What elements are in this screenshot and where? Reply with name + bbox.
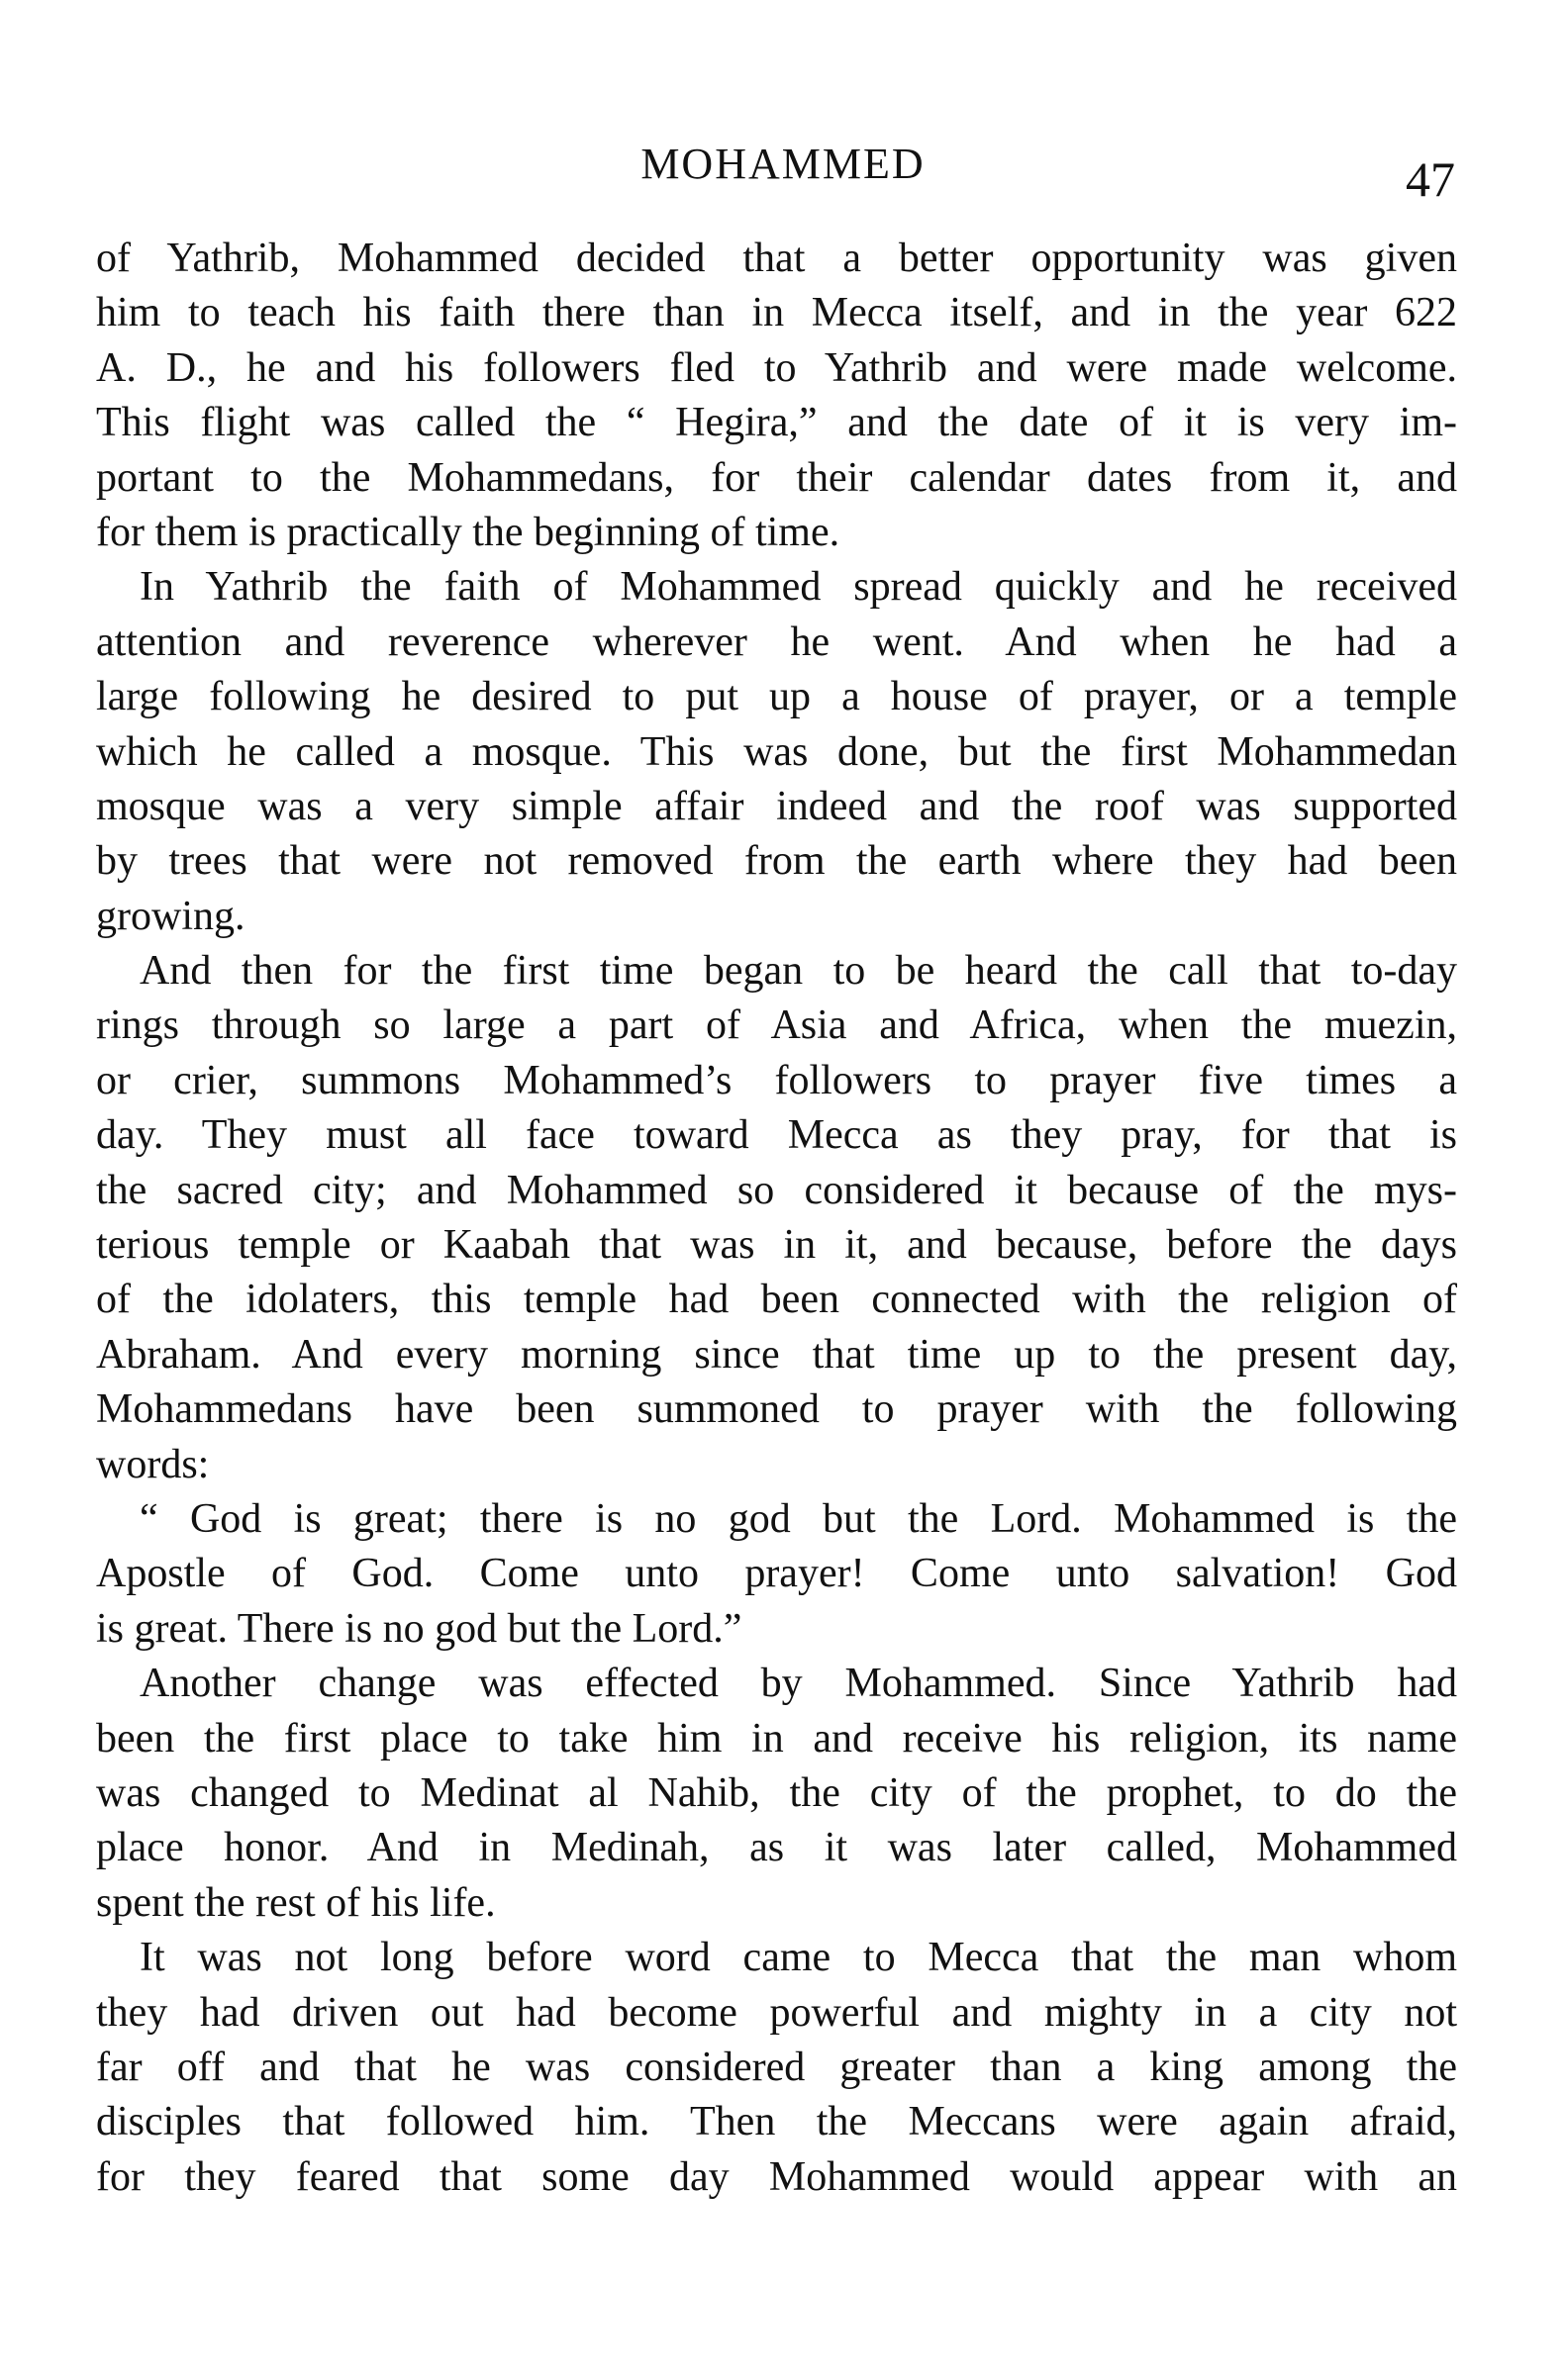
text-line: him to teach his faith there than in Mecca itself, and in the year 622 — [96, 290, 1457, 336]
text-line: terious temple or Kaabah that was in it, and because, before the days — [96, 1222, 1457, 1269]
text-line: for they feared that some day Mohammed would appear with an — [96, 2153, 1457, 2200]
text-line: Another change was effected by Mohammed. Since Yathrib had — [140, 1661, 1457, 1707]
text-line: by trees that were not removed from the earth where they had been — [96, 838, 1457, 885]
text-line: portant to the Mohammedans, for their calendar dates from it, and — [96, 454, 1457, 501]
text-line: is great. There is no god but the Lord.” — [96, 1605, 742, 1652]
text-line: disciples that followed him. Then the Meccans were again afraid, — [96, 2099, 1457, 2145]
text-line: growing. — [96, 893, 245, 939]
text-line: Abraham. And every morning since that time up to the present day, — [96, 1331, 1457, 1378]
text-line: Apostle of God. Come unto prayer! Come unto salvation! God — [96, 1551, 1457, 1597]
text-line: day. They must all face toward Mecca as they pray, for that is — [96, 1112, 1457, 1159]
text-line: of the idolaters, this temple had been connected with the religion of — [96, 1277, 1457, 1323]
text-line: was changed to Medinat al Nahib, the city of the prophet, to do the — [96, 1769, 1457, 1816]
text-line: attention and reverence wherever he went. And when he had a — [96, 619, 1457, 665]
text-line: they had driven out had become powerful and mighty in a city not — [96, 1989, 1457, 2036]
running-head — [0, 139, 1566, 218]
text-line: which he called a mosque. This was done, but the first Mohammedan — [96, 728, 1457, 775]
text-line: words: — [96, 1441, 210, 1487]
text-line: A. D., he and his followers fled to Yathrib and were made welcome. — [96, 344, 1457, 391]
text-line: of Yathrib, Mohammed decided that a better opportunity was given — [96, 236, 1457, 281]
text-line: It was not long before word came to Mecca that the man whom — [140, 1935, 1457, 1981]
text-line: mosque was a very simple affair indeed and the roof was supported — [96, 783, 1457, 829]
running-title: MOHAMMED — [640, 140, 926, 188]
text-line: far off and that he was considered greater than a king among the — [96, 2044, 1457, 2090]
text-line: spent the rest of his life. — [96, 1879, 496, 1926]
text-line: Mohammedans have been summoned to prayer with the following — [96, 1386, 1457, 1433]
text-line: for them is practically the beginning of time. — [96, 509, 840, 555]
text-line: And then for the first time began to be heard the call that to-day — [140, 948, 1457, 995]
text-line: or crier, summons Mohammed’s followers to prayer five times a — [96, 1057, 1457, 1103]
text-line: This flight was called the “ Hegira,” and the date of it is very im- — [96, 400, 1457, 446]
text-line: been the first place to take him in and receive his religion, its name — [96, 1715, 1457, 1761]
text-line: place honor. And in Medinah, as it was later called, Mohammed — [96, 1825, 1457, 1871]
page-number: 47 — [1406, 151, 1455, 207]
text-line: In Yathrib the faith of Mohammed spread quickly and he received — [140, 564, 1457, 611]
text-line: large following he desired to put up a house of prayer, or a temple — [96, 674, 1457, 720]
text-line: the sacred city; and Mohammed so considered it because of the mys- — [96, 1167, 1457, 1213]
body-text — [96, 232, 1457, 2205]
text-line: “ God is great; there is no god but the Lord. Mohammed is the — [140, 1495, 1457, 1542]
text-line: rings through so large a part of Asia and Africa, when the muezin, — [96, 1002, 1457, 1049]
